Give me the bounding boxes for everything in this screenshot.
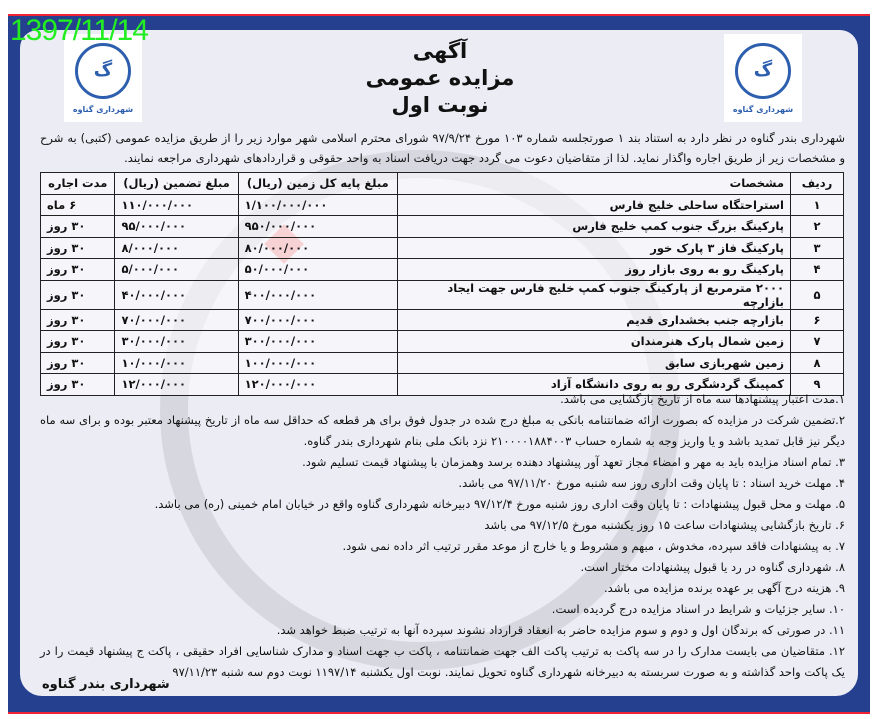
table-cell: بازارچه جنب بخشداری قدیم [398, 309, 791, 331]
ad-title [300, 38, 580, 119]
condition-item: ۷. به پیشنهادات فاقد سپرده، مخدوش ، مبهم و مشروط و یا خارج از موعد مقرر ترتیب اثر داده نمی شود. [342, 539, 845, 553]
table-cell: ۸۰/۰۰۰/۰۰۰ [238, 237, 397, 259]
table-row [41, 216, 844, 238]
condition-item: ۶. تاریخ بازگشایی پیشنهادات ساعت ۱۵ روز یکشنبه مورخ ۹۷/۱۲/۵ می باشد [484, 518, 845, 532]
signature: شهرداری بندر گناوه [42, 677, 170, 692]
title-line: نوبت اول [391, 93, 489, 117]
table-cell: ۸ [791, 352, 844, 374]
table-cell: ۳۰ روز [41, 374, 115, 396]
table-cell: پارکینگ فاز ۳ پارک خور [398, 237, 791, 259]
table-cell: ۱۰/۰۰۰/۰۰۰ [115, 352, 238, 374]
table-cell: ۳۰ روز [41, 216, 115, 238]
table-cell: پارکینگ رو به روی بازار روز [398, 259, 791, 281]
table-cell: ۹ [791, 374, 844, 396]
condition-item: ۸. شهرداری گناوه در رد یا قبول پیشنهادات مختار است. [580, 560, 845, 574]
table-cell: ۵۰/۰۰۰/۰۰۰ [238, 259, 397, 281]
table-cell: ۳ [791, 237, 844, 259]
logo-caption: شهرداری گناوه [732, 104, 794, 114]
table-cell: ۳۰۰/۰۰۰/۰۰۰ [238, 331, 397, 353]
table-cell: ۱/۱۰۰/۰۰۰/۰۰۰ [238, 194, 397, 216]
col-lease-period: مدت اجاره [41, 173, 115, 195]
title-line: مزایده عمومی [365, 66, 515, 90]
table-cell: ۱ [791, 194, 844, 216]
table-cell: ۴۰/۰۰۰/۰۰۰ [115, 280, 238, 309]
table-cell: ۳۰ روز [41, 259, 115, 281]
table-cell: ۷۰/۰۰۰/۰۰۰ [115, 309, 238, 331]
table-cell: ۱۱۰/۰۰۰/۰۰۰ [115, 194, 238, 216]
intro-paragraph: شهرداری بندر گناوه در نظر دارد به استناد بند ۱ صورتجلسه شماره ۱۰۳ مورخ ۹۷/۹/۲۴ شورای محترم اسلامی شهر موارد زیر را از طریق مزایده عمومی (کتبی) به شرح و مشخصات زیر از طریق اجاره واگذار نماید. لذا از متقاضیان دعوت می گردد جهت دریافت اسناد به واحد حقوقی و قراردادهای شهرداری مراجعه نمایند. [40, 131, 845, 165]
table-cell: کمپینگ گردشگری رو به روی دانشگاه آزاد [398, 374, 791, 396]
table-cell: ۳۰/۰۰۰/۰۰۰ [115, 331, 238, 353]
date-stamp: 1397/11/14 [10, 14, 148, 47]
conditions-list [40, 389, 845, 683]
table-cell: ۳۰ روز [41, 331, 115, 353]
table-row [41, 194, 844, 216]
logo-emblem-icon: گ [75, 43, 131, 99]
municipality-logo-right [724, 34, 802, 122]
table-cell: ۳۰ روز [41, 280, 115, 309]
table-cell: ۴ [791, 259, 844, 281]
condition-item: ۵. مهلت و محل قبول پیشنهادات : تا پایان وقت اداری روز شنبه مورخ ۹۷/۱۲/۴ دبیرخانه شهرداری گناوه واقع در خیابان امام خمینی (ره) می باشد. [154, 497, 845, 511]
table-cell: ۱۰۰/۰۰۰/۰۰۰ [238, 352, 397, 374]
table-cell: ۹۵۰/۰۰۰/۰۰۰ [238, 216, 397, 238]
condition-item: ۱۲. متقاضیان می بایست مدارک را در سه پاکت به ترتیب پاکت الف جهت ضمانتنامه ، پاکت ب جهت اسناد و مدارک شناسایی افراد حقیقی ، پاکت ج پیشنهاد قیمت را در یک پاکت واحد گذاشته و به صورت سربسته به دبیرخانه شهرداری گناوه تحویل نمایند. نوبت اول یکشنبه ۱۱۹۷/۱۴ نوبت دوم سه شنبه ۹۷/۱۱/۲۳ [40, 644, 845, 679]
condition-item: ۹. هزینه درج آگهی بر عهده برنده مزایده می باشد. [604, 581, 845, 595]
col-row-number: ردیف [791, 173, 844, 195]
table-row [41, 309, 844, 331]
condition-item: ۱.مدت اعتبار پیشنهادها سه ماه از تاریخ بازگشایی می باشد. [560, 392, 845, 406]
col-base-price: مبلغ پایه کل زمین (ریال) [238, 173, 397, 195]
table-cell: ۳۰ روز [41, 309, 115, 331]
condition-item: ۲.تضمین شرکت در مزایده که بصورت ارائه ضمانتنامه بانکی به مبلغ درج شده در جدول فوق برای هر قطعه که حداقل سه ماه از تاریخ پیشنهاد معتبر بوده و برای سه ماه دیگر نیز قابل تمدید باشد و یا واریز وجه به شماره حساب ۲۱۰۰۰۰۱۸۸۴۰۰۳ نزد بانک ملی بنام شهرداری بندر گناوه. [40, 413, 845, 448]
table-cell: زمین شهربازی سابق [398, 352, 791, 374]
table-cell: ۴۰۰/۰۰۰/۰۰۰ [238, 280, 397, 309]
table-cell: ۷ [791, 331, 844, 353]
table-cell: زمین شمال پارک هنرمندان [398, 331, 791, 353]
table-cell: پارکینگ بزرگ جنوب کمپ خلیج فارس [398, 216, 791, 238]
table-cell: ۱۲/۰۰۰/۰۰۰ [115, 374, 238, 396]
logo-caption: شهرداری گناوه [72, 104, 134, 114]
table-cell: ۷۰۰/۰۰۰/۰۰۰ [238, 309, 397, 331]
table-cell: ۶ ماه [41, 194, 115, 216]
table-cell: استراحتگاه ساحلی خلیج فارس [398, 194, 791, 216]
logo-emblem-icon: گ [735, 43, 791, 99]
table-cell: ۲۰۰۰ مترمربع از پارکینگ جنوب کمپ خلیج فارس جهت ایجاد بازارچه [398, 280, 791, 309]
table-row [41, 352, 844, 374]
table-cell: ۸/۰۰۰/۰۰۰ [115, 237, 238, 259]
condition-item: ۳. تمام اسناد مزایده باید به مهر و امضاء مجاز تعهد آور پیشنهاد دهنده برسد وهمزمان با پیشنهاد قیمت تسلیم شود. [302, 455, 845, 469]
condition-item: ۱۰. سایر جزئیات و شرایط در اسناد مزایده درج گردیده است. [551, 602, 845, 616]
title-line: آگهی [412, 39, 468, 63]
col-description: مشخصات [398, 173, 791, 195]
condition-item: ۴. مهلت خرید اسناد : تا پایان وقت اداری روز سه شنبه مورخ ۹۷/۱۱/۲۰ می باشد. [458, 476, 845, 490]
table-cell: ۶ [791, 309, 844, 331]
table-row [41, 331, 844, 353]
table-cell: ۵ [791, 280, 844, 309]
table-cell: ۱۲۰/۰۰۰/۰۰۰ [238, 374, 397, 396]
table-row [41, 259, 844, 281]
table-cell: ۳۰ روز [41, 237, 115, 259]
table-cell: ۹۵/۰۰۰/۰۰۰ [115, 216, 238, 238]
table-cell: ۳۰ روز [41, 352, 115, 374]
auction-table [40, 172, 844, 396]
table-header-row [41, 173, 844, 195]
condition-item: ۱۱. در صورتی که برندگان اول و دوم و سوم مزایده حاضر به انعقاد قرارداد نشوند سپرده آنها به ترتیب ضبط خواهد شد. [276, 623, 845, 637]
col-guarantee: مبلغ تضمین (ریال) [115, 173, 238, 195]
table-cell: ۲ [791, 216, 844, 238]
table-row [41, 237, 844, 259]
table-row [41, 280, 844, 309]
table-cell: ۵/۰۰۰/۰۰۰ [115, 259, 238, 281]
